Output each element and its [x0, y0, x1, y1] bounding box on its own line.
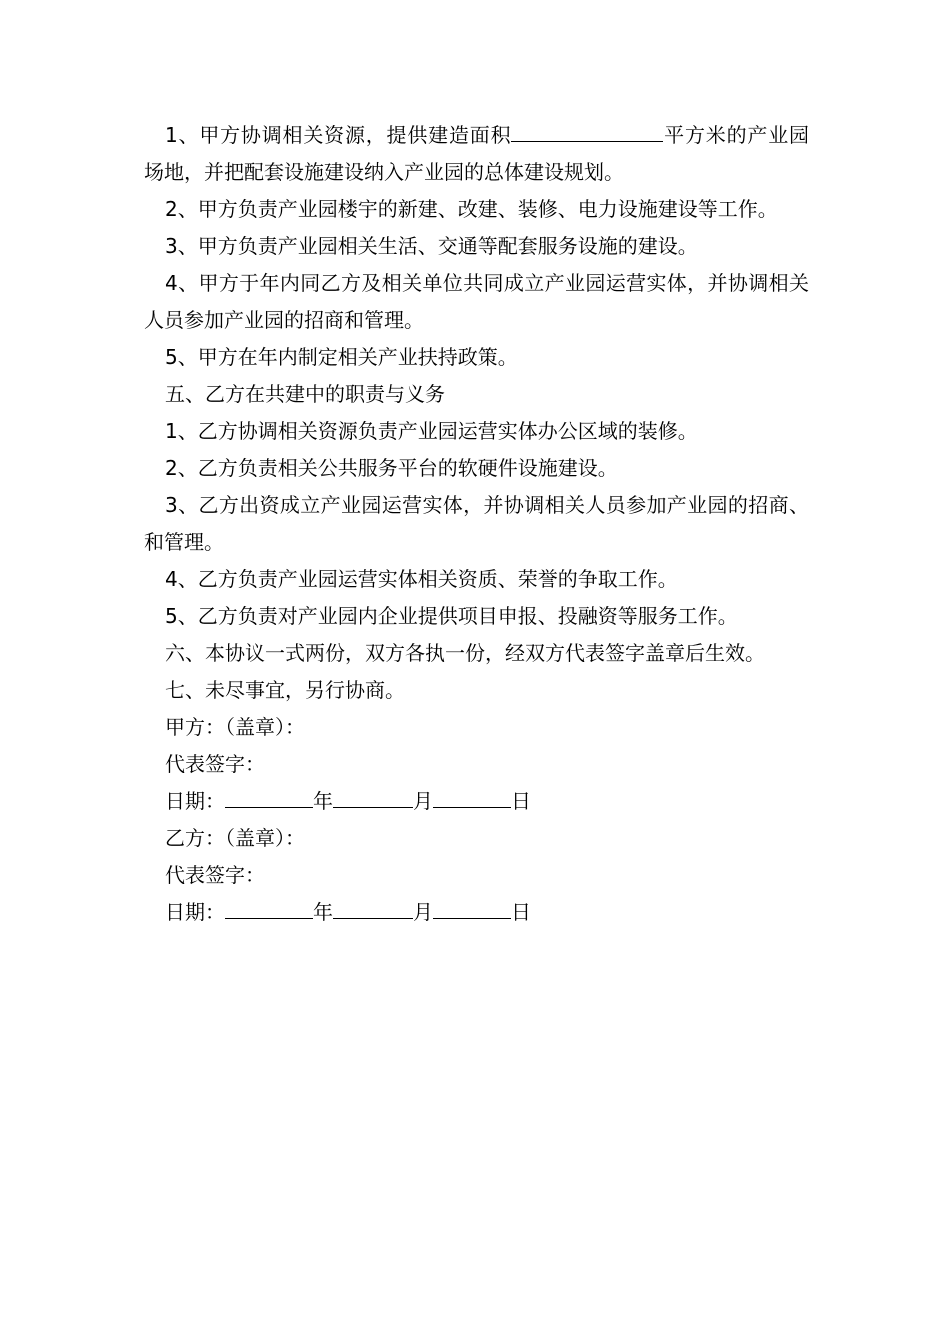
party-a-date: [144, 783, 809, 820]
duty-a-1: [144, 117, 809, 191]
party-b-date-label: 日期：: [165, 900, 225, 924]
duty-a-1-after: 平方米的产业园场地，并把配套设施建设纳入产业园的总体建设规划。: [144, 123, 809, 184]
section-5-heading: 五、乙方在共建中的职责与义务: [165, 382, 445, 406]
party-b-sign: 代表签字：: [165, 863, 265, 887]
party-a-month-blank: [333, 785, 413, 808]
party-a-month-label: 月: [413, 789, 433, 813]
section-6: 六、本协议一式两份，双方各执一份，经双方代表签字盖章后生效。: [165, 641, 765, 665]
party-b-month-label: 月: [413, 900, 433, 924]
party-a-day-label: 日: [511, 789, 531, 813]
duty-a-5: 5、甲方在年内制定相关产业扶持政策。: [165, 345, 518, 369]
party-b-day-blank: [433, 896, 511, 919]
duty-a-3: 3、甲方负责产业园相关生活、交通等配套服务设施的建设。: [165, 234, 698, 258]
duty-b-4: 4、乙方负责产业园运营实体相关资质、荣誉的争取工作。: [165, 567, 678, 591]
duty-b-1: 1、乙方协调相关资源负责产业园运营实体办公区域的装修。: [165, 419, 698, 443]
duty-b-3: 3、乙方出资成立产业园运营实体，并协调相关人员参加产业园的招商、和管理。: [144, 493, 809, 554]
party-b-day-label: 日: [511, 900, 531, 924]
party-b-year-label: 年: [313, 900, 333, 924]
duty-b-5: 5、乙方负责对产业园内企业提供项目申报、投融资等服务工作。: [165, 604, 738, 628]
party-b-year-blank: [225, 896, 313, 919]
party-a-year-blank: [225, 785, 313, 808]
section-7: 七、未尽事宜，另行协商。: [165, 678, 405, 702]
duty-a-4: 4、甲方于年内同乙方及相关单位共同成立产业园运营实体，并协调相关人员参加产业园的招商和管理。: [144, 271, 809, 332]
party-a-seal: 甲方：（盖章）：: [165, 715, 305, 739]
duty-a-2: 2、甲方负责产业园楼宇的新建、改建、装修、电力设施建设等工作。: [165, 197, 778, 221]
party-b-month-blank: [333, 896, 413, 919]
party-a-year-label: 年: [313, 789, 333, 813]
party-a-sign: 代表签字：: [165, 752, 265, 776]
party-a-date-label: 日期：: [165, 789, 225, 813]
duty-a-1-before: 1、甲方协调相关资源，提供建造面积: [165, 123, 512, 147]
duty-b-2: 2、乙方负责相关公共服务平台的软硬件设施建设。: [165, 456, 618, 480]
party-b-date: [144, 894, 809, 931]
agreement-document: [144, 117, 809, 931]
area-blank: [511, 119, 663, 142]
party-a-day-blank: [433, 785, 511, 808]
party-b-seal: 乙方：（盖章）：: [165, 826, 305, 850]
